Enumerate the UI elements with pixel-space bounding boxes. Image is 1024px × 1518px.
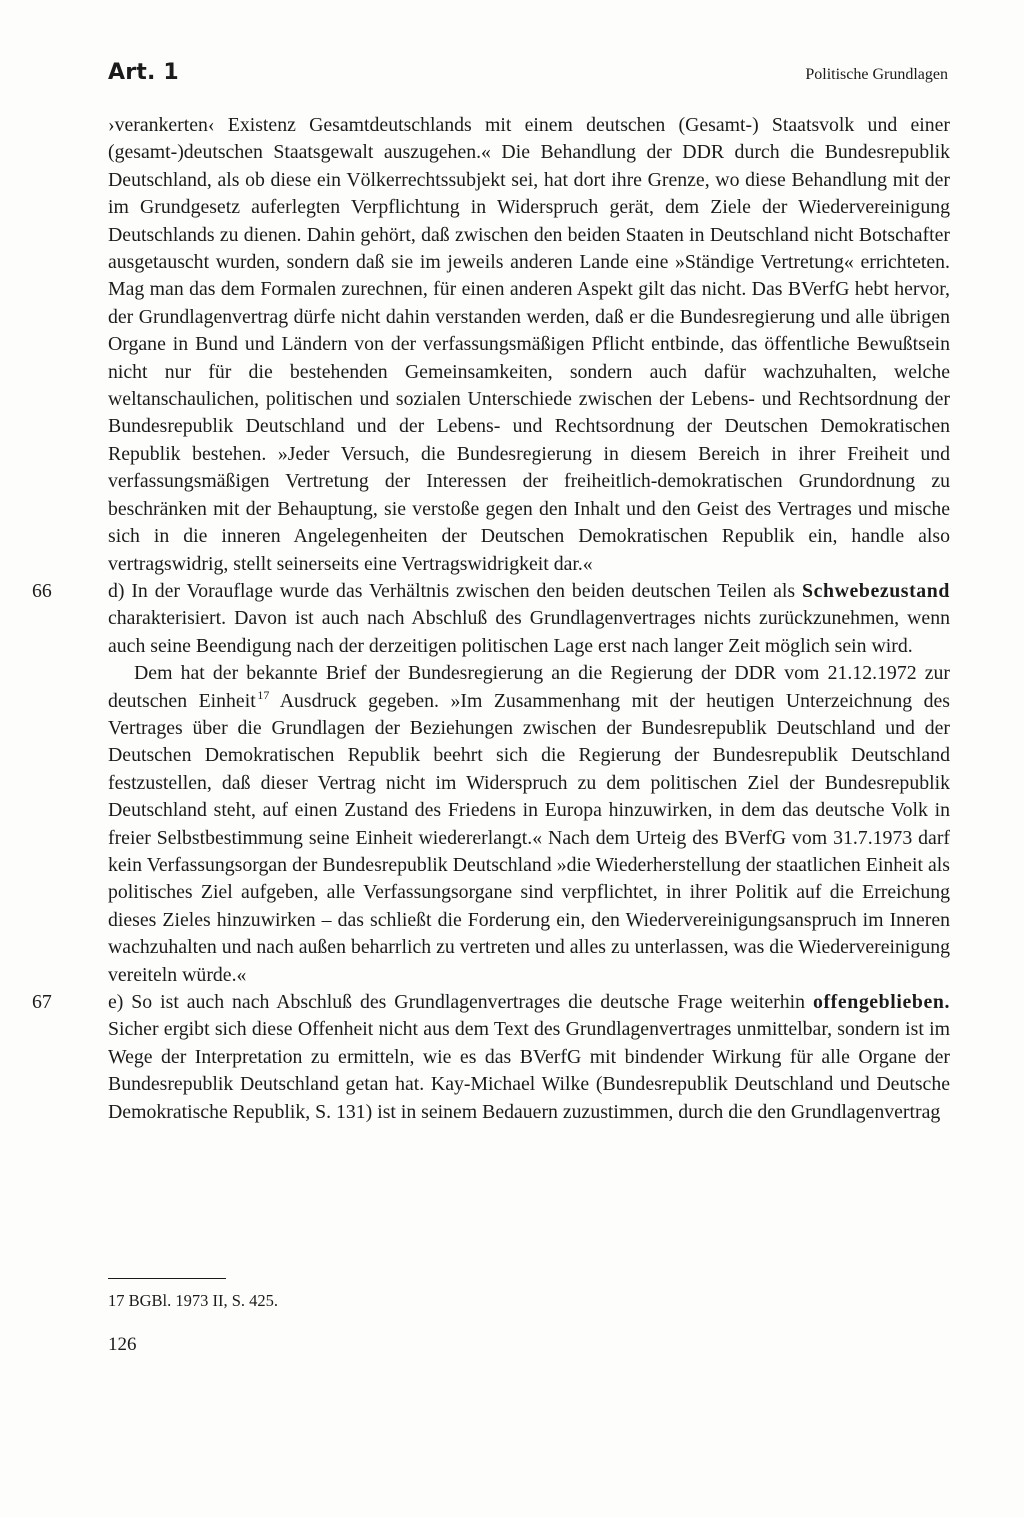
- margin-number-67: 67: [32, 991, 52, 1013]
- paragraph-66-rest: charakterisiert. Davon ist auch nach Abschluß des Grundlagenvertrages nichts zurückzunehmen, wenn auch seine Beendigung nach der derzeitigen politischen Lage erst nach langer Zeit möglich sein wird.: [108, 607, 950, 657]
- paragraph-67: [32, 989, 950, 1126]
- footnote-17: 17 BGBl. 1973 II, S. 425.: [108, 1291, 279, 1310]
- paragraph-66b: [108, 660, 950, 989]
- section-title: Politische Grundlagen: [805, 66, 948, 83]
- footnote-rule: [108, 1278, 226, 1279]
- main-text: [32, 112, 950, 1126]
- term-schwebezustand: Schwebezustand: [802, 579, 950, 602]
- paragraph-67-lead: e) So ist auch nach Abschluß des Grundlagenvertrages die deutsche Frage weiterhin: [108, 991, 813, 1013]
- article-heading: Art. 1: [108, 60, 179, 85]
- running-header: [108, 60, 948, 96]
- paragraph-67-rest: Sicher ergibt sich diese Offenheit nicht aus dem Text des Grundlagenvertrages unmittelbar, sondern ist im Wege der Interpretation zu ermitteln, wie es das BVerfG mit bindender Wirkung für alle Organe der Bundesrepublik Deutschland getan hat. Kay-Michael Wilke (Bundesrepublik Deutschland und Deutsche Demokratische Republik, S. 131) ist in seinem Bedauern zuzustimmen, durch die den Grundlagenvertrag: [108, 1018, 950, 1123]
- paragraph-66-lead: d) In der Vorauflage wurde das Verhältnis zwischen den beiden deutschen Teilen als: [108, 579, 802, 602]
- paragraph-66b-rest: Ausdruck gegeben. »Im Zusammenhang mit der heutigen Unterzeichnung des Vertrages über die Grundlagen der Beziehungen zwischen der Bundesrepublik Deutschland und der Deutschen Demokratischen Republik beehrt sich die Regierung der Bundesrepublik Deutschland festzustellen, daß dieser Vertrag nicht im Widerspruch zu dem politischen Ziel der Bundesrepublik Deutschland steht, auf einen Zustand des Friedens in Europa hinzuwirken, in dem das deutsche Volk in freier Selbstbestimmung seine Einheit wiedererlangt.« Nach dem Urteig des BVerfG vom 31.7.1973 darf kein Verfassungsorgan der Bundesrepublik Deutschland »die Wiederherstellung der staatlichen Einheit als politisches Ziel aufgeben, alle Verfassungsorgane sind verpflichtet, in ihrer Politik auf die Erreichung dieses Zieles hinzuwirken – das schließt die Forderung ein, den Wiedervereinigungsanspruch im Inneren wachzuhalten und nach außen beharrlich zu vertreten und alles zu unterlassen, was die Wiedervereinigung vereiteln würde.«: [108, 689, 950, 986]
- paragraph-continued: ›verankerten‹ Existenz Gesamtdeutschlands mit einem deutschen (Gesamt-) Staatsvolk und einer (gesamt-)deutschen Staatsgewalt auszugehen.« Die Behandlung der DDR durch die Bundesrepublik Deutschland, als ob diese ein Völkerrechtssubjekt sei, hat dort ihre Grenze, wo diese Behandlung mit der im Grundgesetz auferlegten Verpflichtung in Widerspruch gerät, dem Ziele der Wiedervereinigung Deutschlands zu dienen. Dahin gehört, daß zwischen den beiden Staaten in Deutschland nicht Botschafter ausgetauscht wurden, sondern daß sie im jeweils anderen Lande eine »Ständige Vertretung« errichteten. Mag man das dem Formalen zurechnen, für einen anderen Aspekt gilt das nicht. Das BVerfG hebt hervor, der Grundlagenvertrag dürfe nicht dahin verstanden werden, daß er die Bundesregierung und alle übrigen Organe in Bund und Ländern von der verfassungsmäßigen Pflicht entbinde, das öffentliche Bewußtsein nicht nur für die bestehenden Gemeinsamkeiten, sondern auch dafür wachzuhalten, welche weltanschaulichen, politischen und sozialen Unterschiede zwischen der Lebens- und Rechtsordnung der Bundesrepublik Deutschland und der Lebens- und Rechtsordnung der Deutschen Demokratischen Republik bestehen. »Jeder Versuch, die Bundesregierung in diesem Bereich in ihrer Freiheit und verfassungsmäßigen Vertretung der Interessen der freiheitlich-demokratischen Grundordnung zu beschränken mit der Behauptung, sie verstoße gegen den Inhalt und den Geist des Vertrages und mische sich in die inneren Angelegenheiten der Deutschen Demokratischen Republik ein, handle also vertragswidrig, stellt seinerseits eine Vertragswidrigkeit dar.«: [108, 114, 950, 575]
- paragraph-66b-lead: Dem hat der bekannte Brief der Bundesregierung an die Regierung der DDR vom 21.12.1972 zur deutschen Einheit: [108, 662, 950, 712]
- term-offengeblieben: offengeblieben.: [812, 991, 950, 1013]
- footnote-ref-17: 17: [257, 687, 270, 702]
- margin-number-66: 66: [32, 579, 52, 602]
- page-number: 126: [108, 1334, 137, 1355]
- paragraph-66: [32, 578, 950, 660]
